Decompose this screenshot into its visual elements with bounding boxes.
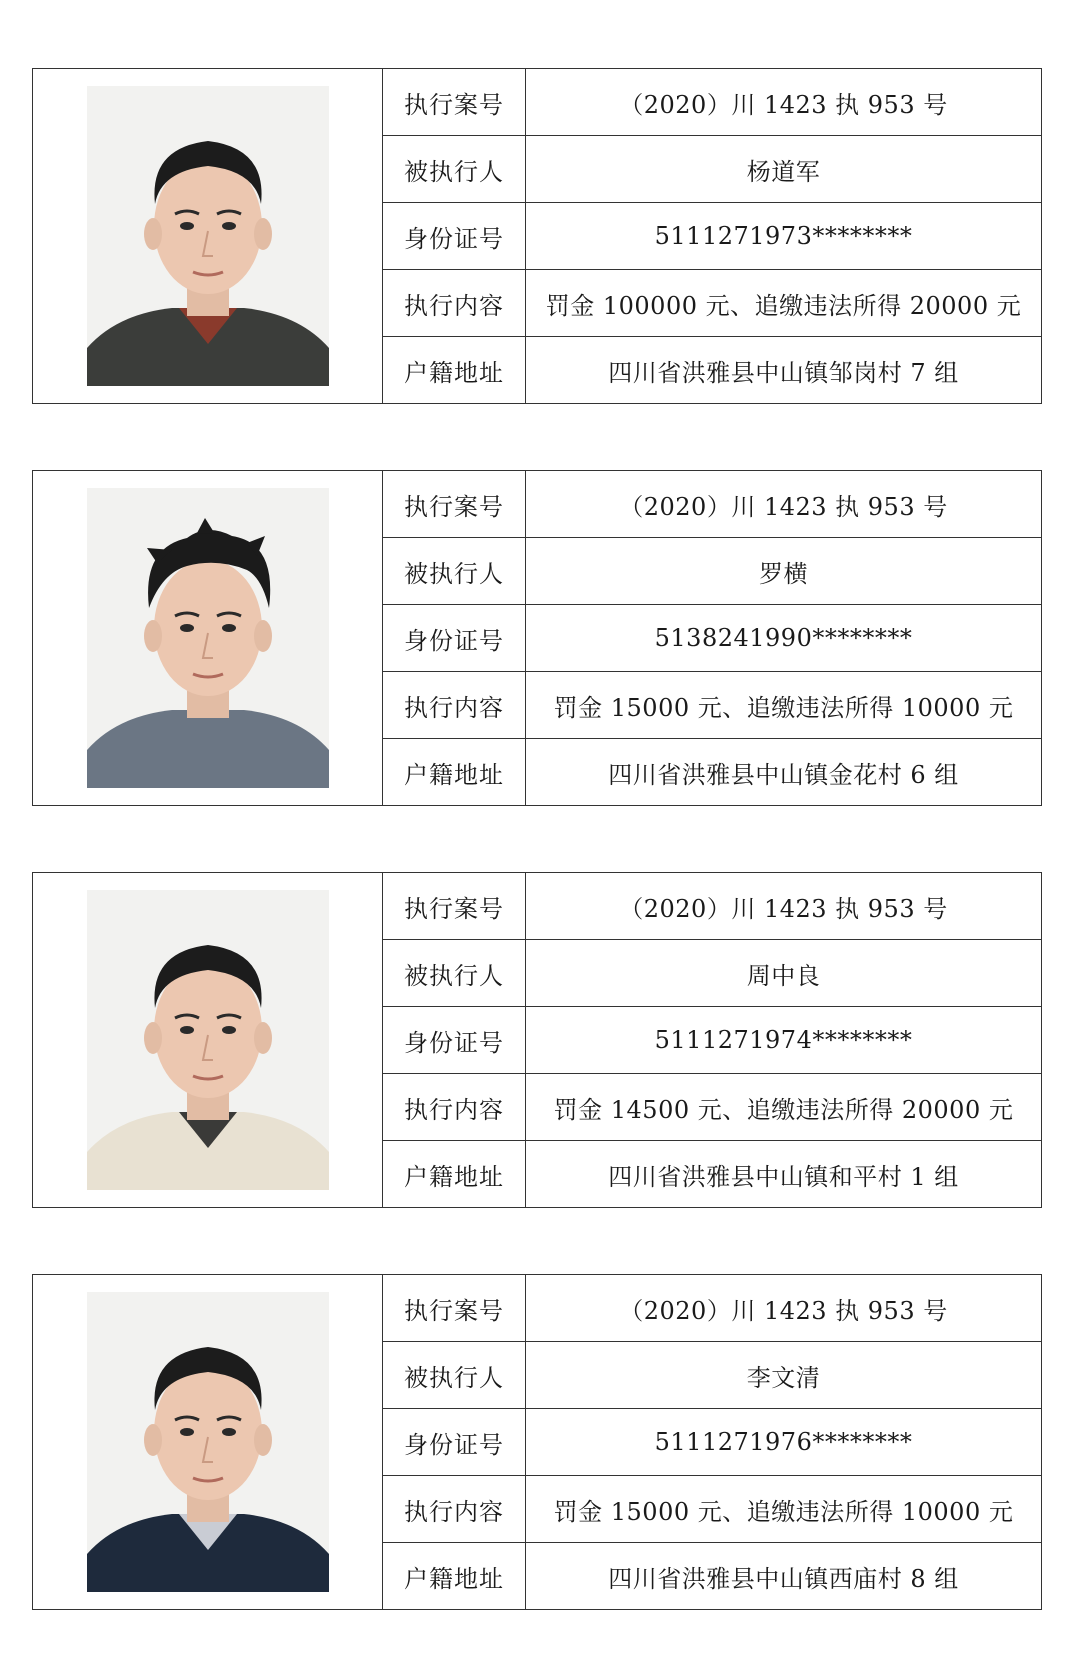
- table-row: [383, 1074, 1041, 1141]
- person-label: 被执行人: [383, 1342, 526, 1408]
- address-value: 四川省洪雅县中山镇西庙村 8 组: [608, 1564, 959, 1593]
- table-row: [383, 337, 1041, 403]
- record-card: [32, 68, 1042, 404]
- info-table: [383, 1275, 1041, 1609]
- table-row: [383, 672, 1041, 739]
- id-number-value: 5111271974********: [654, 1026, 913, 1054]
- case-number-label: 执行案号: [383, 69, 526, 135]
- table-row: [383, 471, 1041, 538]
- table-row: [383, 1543, 1041, 1609]
- info-table: [383, 471, 1041, 805]
- table-row: [383, 605, 1041, 672]
- info-table: [383, 873, 1041, 1207]
- table-row: [383, 1476, 1041, 1543]
- id-number-label: 身份证号: [383, 1007, 526, 1073]
- table-row: [383, 1141, 1041, 1207]
- table-row: [383, 1342, 1041, 1409]
- case-number-label: 执行案号: [383, 1275, 526, 1341]
- table-row: [383, 538, 1041, 605]
- address-label: 户籍地址: [383, 1543, 526, 1609]
- content-value: 罚金 15000 元、追缴违法所得 10000 元: [553, 1497, 1014, 1526]
- person-name: 周中良: [746, 961, 821, 990]
- case-number-value: （2020）川 1423 执 953 号: [619, 1296, 948, 1325]
- address-value: 四川省洪雅县中山镇金花村 6 组: [608, 760, 959, 789]
- table-row: [383, 1409, 1041, 1476]
- table-row: [383, 1275, 1041, 1342]
- content-label: 执行内容: [383, 672, 526, 738]
- record-card: [32, 470, 1042, 806]
- address-label: 户籍地址: [383, 337, 526, 403]
- table-row: [383, 136, 1041, 203]
- person-name: 罗横: [759, 559, 808, 588]
- portrait-photo: [87, 1292, 329, 1592]
- portrait-photo: [87, 890, 329, 1190]
- person-name: 杨道军: [746, 157, 821, 186]
- person-label: 被执行人: [383, 940, 526, 1006]
- address-label: 户籍地址: [383, 739, 526, 805]
- table-row: [383, 739, 1041, 805]
- info-table: [383, 69, 1041, 403]
- record-card: [32, 1274, 1042, 1610]
- photo-cell: [33, 471, 383, 805]
- content-value: 罚金 14500 元、追缴违法所得 20000 元: [553, 1095, 1014, 1124]
- portrait-photo: [87, 488, 329, 788]
- person-label: 被执行人: [383, 136, 526, 202]
- content-value: 罚金 100000 元、追缴违法所得 20000 元: [545, 291, 1022, 320]
- content-label: 执行内容: [383, 1074, 526, 1140]
- content-value: 罚金 15000 元、追缴违法所得 10000 元: [553, 693, 1014, 722]
- table-row: [383, 1007, 1041, 1074]
- table-row: [383, 203, 1041, 270]
- photo-cell: [33, 1275, 383, 1609]
- photo-cell: [33, 873, 383, 1207]
- case-number-value: （2020）川 1423 执 953 号: [619, 894, 948, 923]
- table-row: [383, 69, 1041, 136]
- portrait-photo: [87, 86, 329, 386]
- case-number-value: （2020）川 1423 执 953 号: [619, 492, 948, 521]
- case-number-label: 执行案号: [383, 471, 526, 537]
- address-value: 四川省洪雅县中山镇邹岗村 7 组: [608, 358, 959, 387]
- id-number-label: 身份证号: [383, 203, 526, 269]
- address-label: 户籍地址: [383, 1141, 526, 1207]
- table-row: [383, 940, 1041, 1007]
- id-number-value: 5111271973********: [654, 222, 913, 250]
- person-label: 被执行人: [383, 538, 526, 604]
- photo-cell: [33, 69, 383, 403]
- id-number-value: 5138241990********: [654, 624, 913, 652]
- table-row: [383, 873, 1041, 940]
- person-name: 李文清: [746, 1363, 821, 1392]
- table-row: [383, 270, 1041, 337]
- case-number-value: （2020）川 1423 执 953 号: [619, 90, 948, 119]
- content-label: 执行内容: [383, 270, 526, 336]
- address-value: 四川省洪雅县中山镇和平村 1 组: [608, 1162, 959, 1191]
- content-label: 执行内容: [383, 1476, 526, 1542]
- case-number-label: 执行案号: [383, 873, 526, 939]
- record-card: [32, 872, 1042, 1208]
- id-number-label: 身份证号: [383, 605, 526, 671]
- id-number-label: 身份证号: [383, 1409, 526, 1475]
- id-number-value: 5111271976********: [654, 1428, 913, 1456]
